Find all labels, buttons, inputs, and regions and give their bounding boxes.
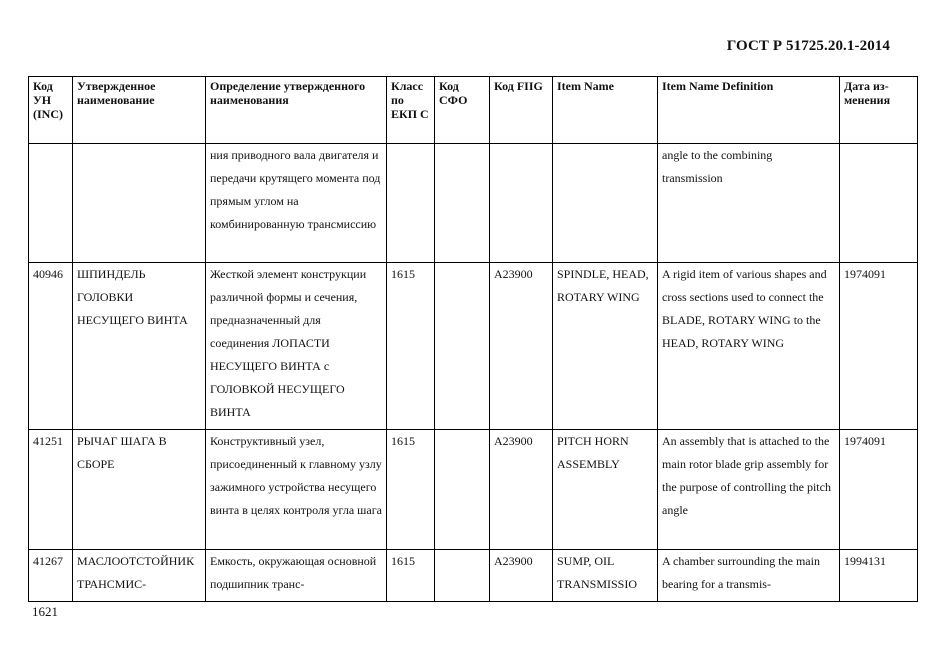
cell-approved-name: РЫЧАГ ШАГА В СБОРЕ: [73, 430, 206, 550]
table-row: [29, 430, 918, 550]
header-item-name: Item Name: [553, 77, 658, 144]
cell-item-name: SUMP, OIL TRANSMISSIO: [553, 550, 658, 602]
cell-sfo: [435, 263, 490, 430]
table-row: [29, 144, 918, 263]
cell-class: [387, 144, 435, 263]
cell-class: 1615: [387, 263, 435, 430]
cell-date: 1974091: [840, 263, 918, 430]
cell-approved-name: [73, 144, 206, 263]
cell-definition: Жесткой элемент конструкции различной формы и сечения, предназначенный для соединения ЛОПАСТИ НЕСУЩЕГО ВИНТА с ГОЛОВКОЙ НЕСУЩЕГО ВИНТА: [206, 263, 387, 430]
cell-item-definition: An assembly that is attached to the main rotor blade grip assembly for the purpose of controlling the pitch angle: [658, 430, 840, 550]
cell-code: 41267: [29, 550, 73, 602]
cell-fiig: [490, 144, 553, 263]
cell-fiig: A23900: [490, 430, 553, 550]
cell-item-name: PITCH HORN ASSEMBLY: [553, 430, 658, 550]
cell-fiig: A23900: [490, 263, 553, 430]
cell-item-definition: A rigid item of various shapes and cross sections used to connect the BLADE, ROTARY WING to the HEAD, ROTARY WING: [658, 263, 840, 430]
cell-sfo: [435, 550, 490, 602]
cell-approved-name: МАСЛООТСТОЙНИК ТРАНСМИС-: [73, 550, 206, 602]
cell-date: 1994131: [840, 550, 918, 602]
header-definition: Определение утвержденного наименования: [206, 77, 387, 144]
page-number: 1621: [32, 604, 58, 619]
cell-item-definition: A chamber surrounding the main bearing for a transmis-: [658, 550, 840, 602]
header-item-definition: Item Name Definition: [658, 77, 840, 144]
cell-approved-name: ШПИНДЕЛЬ ГОЛОВКИ НЕСУЩЕГО ВИНТА: [73, 263, 206, 430]
cell-definition: Конструктивный узел, присоединенный к главному узлу зажимного устройства несущего винта в целях контроля угла шага: [206, 430, 387, 550]
header-fiig: Код FIIG: [490, 77, 553, 144]
cell-code: [29, 144, 73, 263]
cell-code: 41251: [29, 430, 73, 550]
cell-fiig: A23900: [490, 550, 553, 602]
table-row: [29, 550, 918, 602]
cell-definition: ния приводного вала двигателя и передачи крутящего момента под прямым углом на комбинированную трансмиссию: [206, 144, 387, 263]
catalog-table: [28, 76, 918, 602]
cell-date: [840, 144, 918, 263]
header-approved-name: Утвержденное наименование: [73, 77, 206, 144]
cell-date: 1974091: [840, 430, 918, 550]
cell-item-name: [553, 144, 658, 263]
cell-sfo: [435, 430, 490, 550]
cell-class: 1615: [387, 550, 435, 602]
table-row: [29, 263, 918, 430]
cell-class: 1615: [387, 430, 435, 550]
cell-sfo: [435, 144, 490, 263]
header-code: Код УН (INC): [29, 77, 73, 144]
header-sfo: Код СФО: [435, 77, 490, 144]
cell-item-definition: angle to the combining transmission: [658, 144, 840, 263]
document-code: ГОСТ Р 51725.20.1-2014: [726, 38, 890, 54]
header-row: [29, 77, 918, 144]
cell-code: 40946: [29, 263, 73, 430]
header-class: Класс по ЕКП С: [387, 77, 435, 144]
cell-definition: Емкость, окружающая основной подшипник транс-: [206, 550, 387, 602]
cell-item-name: SPINDLE, HEAD, ROTARY WING: [553, 263, 658, 430]
header-date: Дата из-менения: [840, 77, 918, 144]
